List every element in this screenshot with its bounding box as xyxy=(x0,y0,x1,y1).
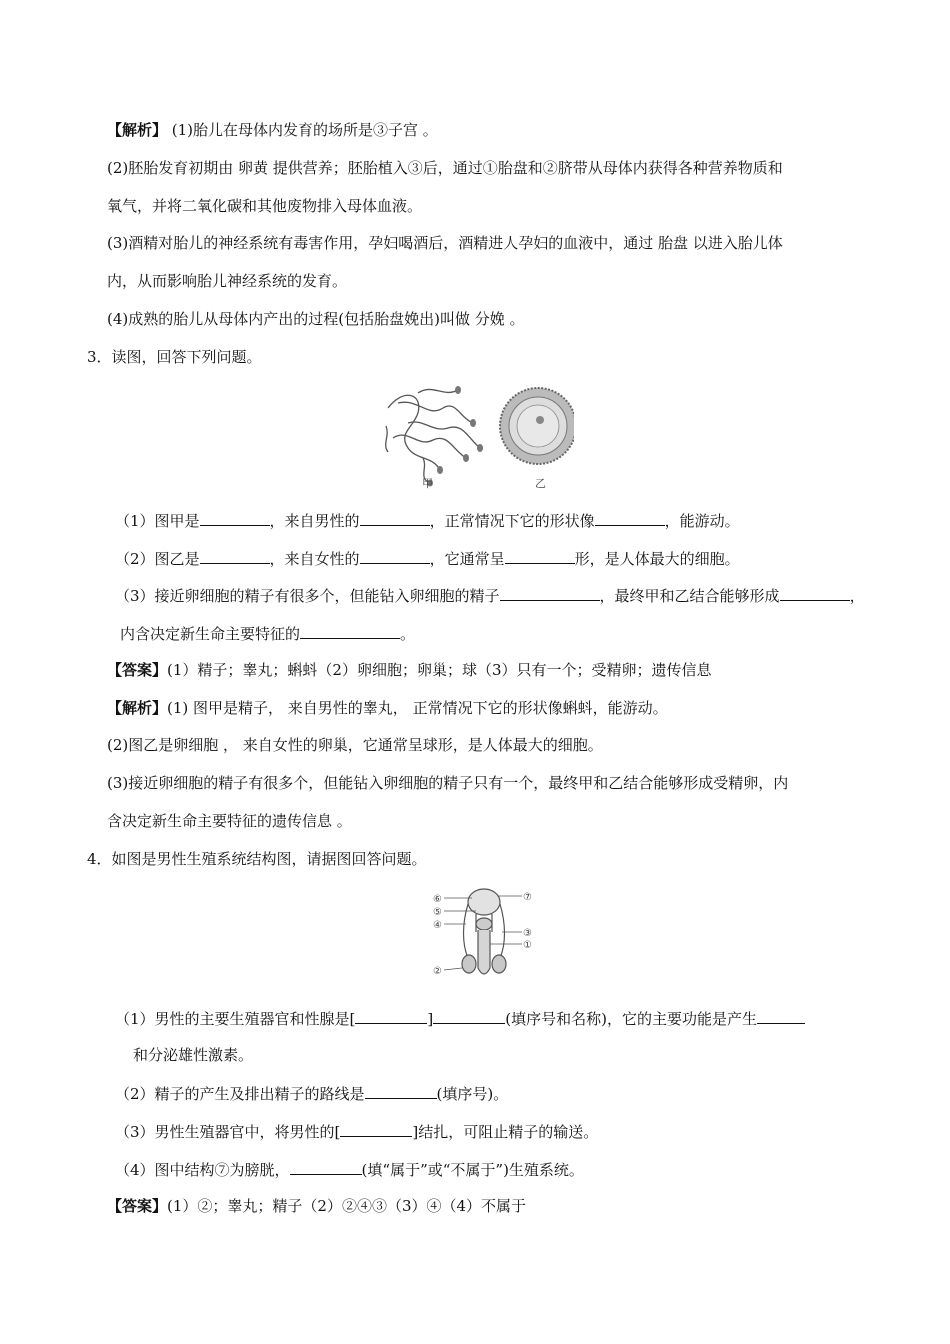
answer-blank[interactable] xyxy=(360,547,430,564)
analysis-label: 【解析】 xyxy=(107,699,168,717)
q4-subquestion-1-cont: 和分泌雄性激素。 xyxy=(133,1046,254,1064)
q3-subquestion-3: （3）接近卵细胞的精子有很多个，但能钻入卵细胞的精子 ，最终甲和乙结合能够形成 ， xyxy=(115,584,865,606)
answer-text: (1）②；睾丸；精子（2）②④③（3）④（4）不属于 xyxy=(167,1197,527,1215)
q3-analysis-2: (2)图乙是卵细胞 ， 来自女性的卵巢，它通常呈球形，是人体最大的细胞。 xyxy=(107,736,603,754)
sperm-heads xyxy=(427,386,483,487)
answer-label: 【答案】 xyxy=(107,661,168,679)
answer-blank[interactable] xyxy=(300,622,400,639)
answer-blank[interactable] xyxy=(340,1120,412,1137)
answer-blank[interactable] xyxy=(595,509,665,526)
q4-title: 4．如图是男性生殖系统结构图，请据图回答问题。 xyxy=(87,850,427,868)
analysis-label: 【解析】 xyxy=(107,121,168,139)
answer-blank[interactable] xyxy=(200,547,270,564)
label-2: ② xyxy=(433,966,442,977)
q3-answer xyxy=(107,660,712,680)
label-6: ⑥ xyxy=(433,894,442,905)
anatomy-illustration xyxy=(462,889,506,974)
q3-subquestion-1: （1）图甲是 ，来自男性的 ，正常情况下它的形状像 ，能游动。 xyxy=(115,509,740,531)
q4-subquestion-1: （1）男性的主要生殖器官和性腺是[ ] (填序号和名称)，它的主要功能是产生 xyxy=(115,1007,805,1029)
analysis-text: (1)胎儿在母体内发育的场所是③子宫 。 xyxy=(167,121,438,139)
analysis-q2-line-5: 内，从而影响胎儿神经系统的发育。 xyxy=(107,272,348,290)
figure-label-jia: 甲 xyxy=(422,477,433,490)
analysis-q2-line-3: 氧气，并将二氧化碳和其他废物排入母体血液。 xyxy=(107,197,423,215)
label-7: ⑦ xyxy=(523,892,532,903)
q4-subquestion-4: （4）图中结构⑦为膀胱， (填“属于”或“不属于”)生殖系统。 xyxy=(115,1158,584,1180)
egg-cell-illustration xyxy=(500,388,574,464)
q4-answer xyxy=(107,1196,526,1216)
q4-subquestion-2: （2）精子的产生及排出精子的路线是 (填序号)。 xyxy=(115,1082,508,1104)
figure-label-yi: 乙 xyxy=(535,477,546,490)
label-5: ⑤ xyxy=(433,907,442,918)
q3-analysis-1 xyxy=(107,698,668,718)
answer-blank[interactable] xyxy=(290,1158,362,1175)
analysis-text: (1) 图甲是精子， 来自男性的睾丸， 正常情况下它的形状像蝌蚪，能游动。 xyxy=(167,699,668,717)
male-reproductive-figure xyxy=(432,884,536,986)
answer-blank[interactable] xyxy=(200,509,270,526)
label-1: ① xyxy=(523,940,532,951)
answer-blank[interactable] xyxy=(500,584,600,601)
answer-blank[interactable] xyxy=(757,1007,805,1024)
answer-blank[interactable] xyxy=(355,1007,427,1024)
answer-label: 【答案】 xyxy=(107,1197,168,1215)
analysis-q2-line-6: (4)成熟的胎儿从母体内产出的过程(包括胎盘娩出)叫做 分娩 。 xyxy=(107,310,525,328)
q3-subquestion-3-cont: 内含决定新生命主要特征的 。 xyxy=(120,622,415,644)
answer-blank[interactable] xyxy=(433,1007,505,1024)
answer-blank[interactable] xyxy=(780,584,850,601)
q3-subquestion-2: （2）图乙是 ，来自女性的 ，它通常呈 形，是人体最大的细胞。 xyxy=(115,547,740,569)
label-3: ③ xyxy=(523,928,532,939)
analysis-q2-line-1 xyxy=(107,120,438,140)
sperm-illustration xyxy=(386,389,480,483)
analysis-q2-line-2: (2)胚胎发育初期由 卵黄 提供营养；胚胎植入③后，通过①胎盘和②脐带从母体内获得各种营养物质和 xyxy=(107,159,783,177)
answer-blank[interactable] xyxy=(365,1082,437,1099)
label-4: ④ xyxy=(433,920,442,931)
q3-title: 3．读图，回答下列问题。 xyxy=(87,348,262,366)
answer-blank[interactable] xyxy=(360,509,430,526)
q4-subquestion-3: （3）男性生殖器官中，将男性的[ ]结扎，可阻止精子的输送。 xyxy=(115,1120,598,1142)
analysis-q2-line-4: (3)酒精对胎儿的神经系统有毒害作用，孕妇喝酒后，酒精进人孕妇的血液中，通过 胎盘 以进入胎儿体 xyxy=(107,234,783,252)
q3-analysis-3: (3)接近卵细胞的精子有很多个，但能钻入卵细胞的精子只有一个，最终甲和乙结合能够形成受精卵，内 xyxy=(107,774,789,792)
answer-blank[interactable] xyxy=(505,547,575,564)
answer-text: (1）精子；睾丸；蝌蚪（2）卵细胞；卵巢；球（3）只有一个；受精卵；遗传信息 xyxy=(167,661,712,679)
sperm-egg-figure xyxy=(378,378,574,490)
q3-analysis-4: 含决定新生命主要特征的遗传信息 。 xyxy=(107,812,352,830)
